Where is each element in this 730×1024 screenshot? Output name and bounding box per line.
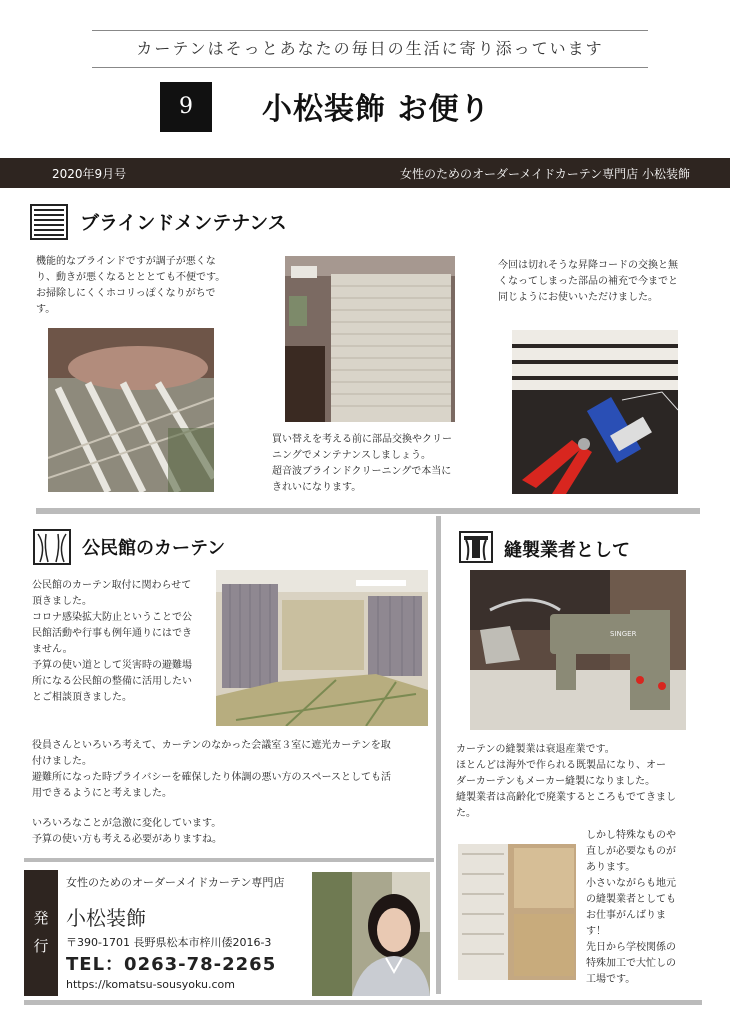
- text-line: しかし特殊なものや: [586, 830, 676, 841]
- text-line: 縫製業者は高齢化で廃業するところもでてきまし: [456, 792, 676, 803]
- text-line: 直しが必要なものが: [586, 846, 676, 857]
- text-line: ません。: [32, 644, 73, 655]
- text-line: す。: [36, 304, 56, 315]
- machine-brand: SINGER: [610, 630, 637, 638]
- text-line: 避難所になった時プライバシーを確保したり体調の悪い方のスペースとしても活: [32, 772, 391, 783]
- text-line: 頂きました。: [32, 596, 92, 607]
- text-line: 予算の使い道として災害時の避難場: [32, 660, 192, 671]
- sewing-heading: 縫製業者として: [504, 540, 630, 561]
- text-line: 超音波ブラインドクリーニングで本当に: [272, 466, 452, 477]
- curtain-icon: [32, 528, 72, 566]
- text-line: 公民館のカーテン取付に関わらせて: [32, 580, 192, 591]
- publisher-address: 〒390-1701 長野県松本市梓川倭2016-3: [66, 936, 272, 949]
- text-line: 付けました。: [32, 756, 92, 767]
- text-line: お仕事がんばりま: [586, 910, 666, 921]
- text-line: 所になる公民館の整備に活用したい: [32, 676, 192, 687]
- community-heading: 公民館のカーテン: [82, 538, 226, 559]
- repair-tools-photo: [512, 330, 678, 494]
- text-line: 先日から学校関係の: [586, 942, 676, 953]
- sewing-text-1: [456, 742, 706, 822]
- publisher-url[interactable]: https://komatsu-sousyoku.com: [66, 978, 235, 991]
- text-line: 民館活動や行事も例年通りにはでき: [32, 628, 192, 639]
- publisher-subtitle: 女性のためのオーダーメイドカーテン専門店: [66, 876, 285, 889]
- text-line: 特殊加工で大忙しの: [586, 958, 676, 969]
- blind-heading: ブラインドメンテナンス: [80, 212, 287, 234]
- text-line: ニングでメンテナンスしましょう。: [272, 450, 431, 461]
- community-text-2: [32, 738, 432, 802]
- bottom-rule: [24, 1000, 702, 1005]
- blind-text-1: [36, 254, 236, 318]
- text-line: 工場です。: [586, 974, 636, 985]
- publisher-label-char: 行: [33, 937, 49, 955]
- fabric-boxes-photo: [458, 844, 576, 980]
- header-band: [0, 158, 730, 188]
- text-line: 用できるようにと考えました。: [32, 788, 172, 799]
- text-line: とご相談頂きました。: [32, 692, 132, 703]
- text-line: ほとんどは海外で作られる既製品になり、オー: [456, 760, 666, 771]
- text-line: 買い替えを考える前に部品交換やクリー: [272, 434, 452, 445]
- issue-number: 9: [160, 82, 212, 132]
- room-blind-photo: [285, 256, 455, 422]
- sewing-machine-photo: [470, 570, 686, 730]
- text-line: 同じようにお使いいただけました。: [498, 292, 658, 303]
- sewing-text-2: [586, 828, 710, 988]
- publisher-tel: TEL：0263-78-2265: [66, 954, 277, 975]
- issue-date: 2020年9月号: [52, 167, 127, 181]
- blind-text-3: [498, 258, 708, 306]
- section-divider: [36, 508, 700, 514]
- text-line: す！: [586, 926, 606, 937]
- publisher-label: [24, 870, 58, 996]
- sewing-icon: [458, 530, 494, 564]
- tagline: カーテンはそっとあなたの毎日の生活に寄り添っています: [92, 30, 648, 68]
- text-line: あります。: [586, 862, 636, 873]
- owner-portrait-photo: [312, 872, 430, 996]
- shop-name: 女性のためのオーダーメイドカーテン専門店 小松装飾: [399, 167, 690, 181]
- blind-closeup-photo: [48, 328, 214, 492]
- text-line: 機能的なブラインドですが調子が悪くな: [36, 256, 216, 267]
- text-line: いろいろなことが急激に変化しています。: [32, 818, 222, 829]
- publisher-name: 小松装飾: [66, 906, 146, 930]
- community-text-3: [32, 816, 432, 848]
- tatami-room-photo: [216, 570, 428, 726]
- text-line: くなってしまった部品の補充で今までと: [498, 276, 678, 287]
- blind-icon: [30, 204, 68, 240]
- page-title: 小松装飾 お便り: [262, 92, 491, 127]
- column-divider: [436, 516, 441, 994]
- text-line: 小さいながらも地元: [586, 878, 676, 889]
- text-line: カーテンの縫製業は衰退産業です。: [456, 744, 615, 755]
- text-line: の縫製業者としても: [586, 894, 676, 905]
- text-line: コロナ感染拡大防止ということで公: [32, 612, 192, 623]
- text-line: り、動きが悪くなるとととても不便です。: [36, 272, 226, 283]
- text-line: 今回は切れそうな昇降コードの交換と無: [498, 260, 678, 271]
- publisher-label-char: 発: [33, 909, 49, 927]
- text-line: ダーカーテンもメーカー縫製になりました。: [456, 776, 656, 787]
- text-line: きれいになります。: [272, 482, 362, 493]
- text-line: お掃除しにくくホコリっぽくなりがちで: [36, 288, 216, 299]
- community-text-1: [32, 578, 212, 706]
- text-line: 予算の使い方も考える必要がありますね。: [32, 834, 222, 845]
- text-line: た。: [456, 808, 476, 819]
- text-line: 役員さんといろいろ考えて、カーテンのなかった会議室３室に遮光カーテンを取: [32, 740, 391, 751]
- blind-text-2: [272, 432, 482, 496]
- publisher-divider: [24, 858, 434, 862]
